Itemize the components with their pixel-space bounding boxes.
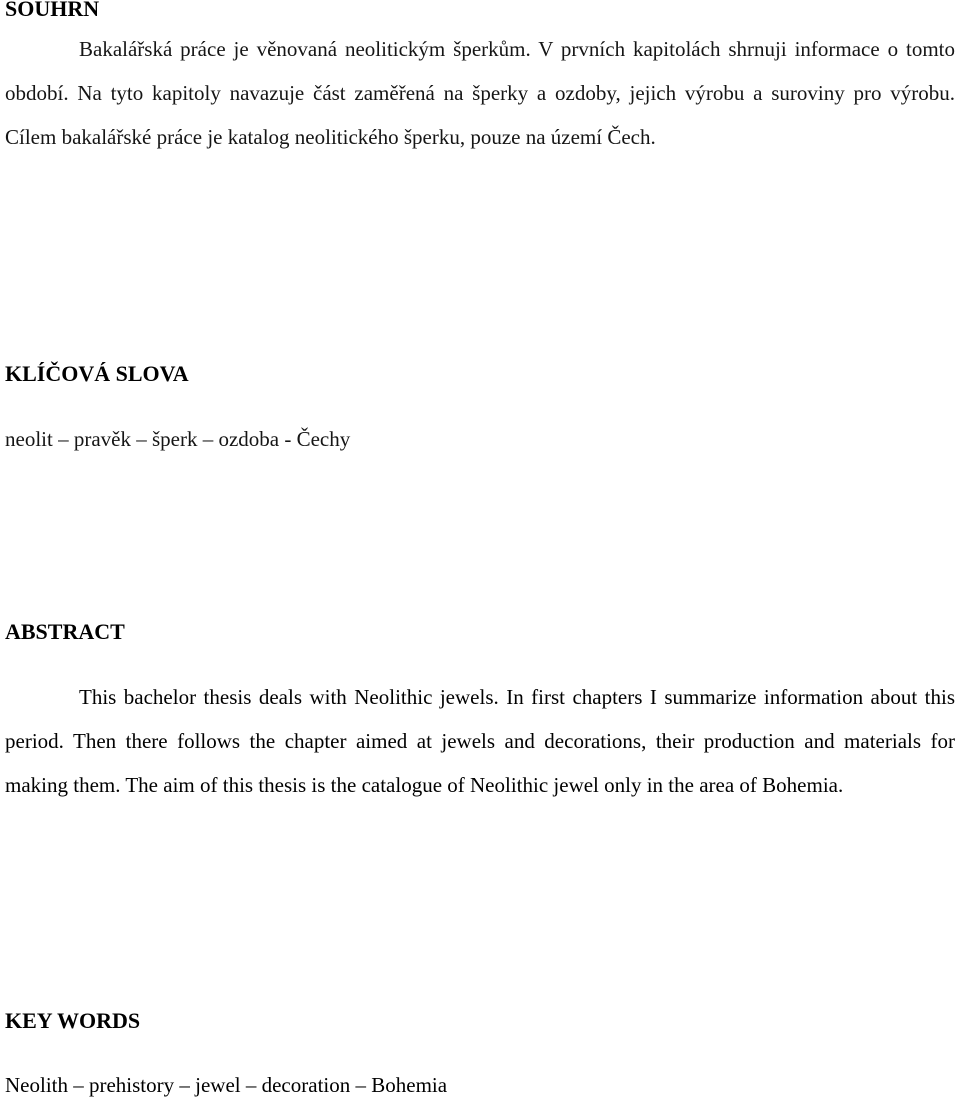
abstract-paragraph: This bachelor thesis deals with Neolithic jewels. In first chapters I summarize information about this period. Then there follows the chapter aimed at jewels and decorations, their production and materials for making them. The aim of this thesis is the catalogue of Neolithic jewel only in the area of Bohemia.	[5, 685, 955, 797]
abstract-heading: ABSTRACT	[5, 619, 125, 644]
key-words-heading: KEY WORDS	[5, 1008, 141, 1033]
klicova-slova-list: neolit – pravěk – šperk – ozdoba - Čechy	[5, 427, 351, 451]
key-words-list: Neolith – prehistory – jewel – decoration – Bohemia	[5, 1073, 448, 1097]
souhrn-paragraph: Bakalářská práce je věnovaná neolitickým šperkům. V prvních kapitolách shrnuji informace o tomto období. Na tyto kapitoly navazuje část zaměřená na šperky a ozdoby, jejich výrobu a suroviny pro výrobu. Cílem bakalářské práce je katalog neolitického šperku, pouze na území Čech.	[5, 37, 955, 149]
souhrn-heading: SOUHRN	[5, 0, 100, 21]
klicova-slova-heading: KLÍČOVÁ SLOVA	[5, 361, 189, 386]
